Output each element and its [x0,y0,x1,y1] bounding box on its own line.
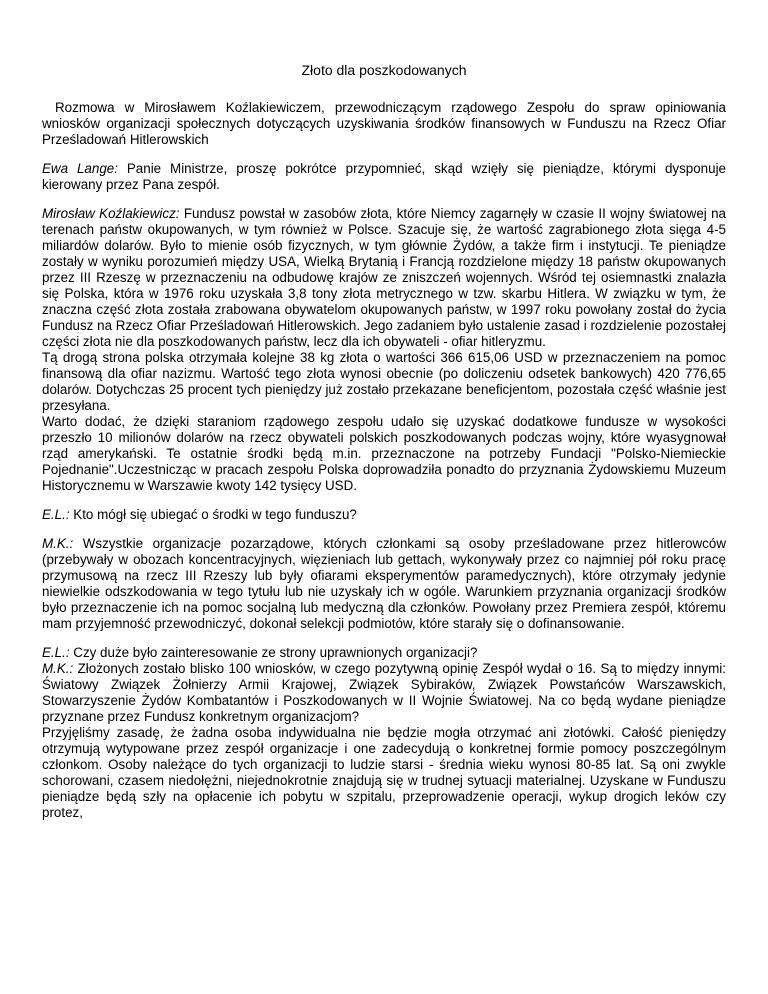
speaker-label: M.K.: [42,536,74,551]
question-paragraph [42,645,726,661]
answer-continuation-paragraph: Tą drogą strona polska otrzymała kolejne 38 kg złota o wartości 366 615,06 USD w przeznaczeniem na pomoc finansową dla ofiar nazizmu. Wartość tego złota wynosi obecnie (po doliczeniu odsetek bankowych) 420 776,65 dolarów. Dotychczas 25 procent tych pieniędzy już zostało przekazane beneficjentom, pozostała część właśnie jest przesyłana. [42,350,726,413]
paragraph-text: Fundusz powstał w zasobów złota, które Niemcy zagarnęły w czasie II wojny światowej na terenach państw okupowanych, w tym również w Polsce. Szacuje się, że wartość zagrabionego złota sięga 4-5 miliardów dolarów. Było to mienie osób fizycznych, w tym głównie Żydów, a także firm i instytucji. Te pieniądze zostały w wyniku porozumień między USA, Wielką Brytanią i Francją rozdzielone między 18 państw okupowanych przez III Rzeszę w przeznaczeniu na odbudowę krajów ze zniszczeń wojennych. Wśród tej osiemnastki znalazła się Polska, która w 1976 roku uzyskała 3,8 tony złota metrycznego w tzw. skarbu Hitlera. W związku w tym, że znaczna część złota została zrabowana obywatelom okupowanych państw, w 1997 roku powołany został do życia Fundusz na Rzecz Ofiar Prześladowań Hitlerowskich. Jego zadaniem było ustalenie zasad i rozdzielenie pozostałej części złota nie dla poszkodowanych państw, lecz dla ich obywateli - ofiar hitleryzmu. [42,206,726,349]
answer-paragraph [42,661,726,725]
answer-continuation-paragraph: Warto dodać, że dzięki staraniom rządowego zespołu udało się uzyskać dodatkowe fundusze w wysokości przeszło 10 milionów dolarów na rzecz obywateli polskich poszkodowanych podczas wojny, które wyasygnował rząd amerykański. Te ostatnie środki będą m.in. przeznaczone na potrzeby Fundacji "Polsko-Niemieckie Pojednanie".Uczestnicząc w pracach zespołu Polska doprowadziła ponadto do przyznania Żydowskiemu Muzeum Historycznemu w Warszawie kwoty 142 tysięcy USD. [42,414,726,493]
intro-paragraph: Rozmowa w Mirosławem Koźlakiewiczem, przewodniczącym rządowego Zespołu do spraw opiniowania wniosków organizacji społecznych dotyczących uzyskiwania środków finansowych w Funduszu na Rzecz Ofiar Prześladowań Hitlerowskich [42,100,726,147]
answer-paragraph [42,206,726,350]
answer-paragraph [42,536,726,632]
speaker-label: Mirosław Koźlakiewicz: [42,206,180,221]
speaker-label: E.L.: [42,645,70,660]
document-title: Złoto dla poszkodowanych [301,62,467,78]
document-page [42,62,726,821]
question-paragraph [42,161,726,193]
paragraph-text: Panie Ministrze, proszę pokrótce przypomnieć, skąd wzięły się pieniądze, którymi dysponuje kierowany przez Pana zespół. [42,161,726,192]
speaker-label: M.K.: [42,661,74,676]
paragraph-text: Wszystkie organizacje pozarządowe, których członkami są osoby prześladowane przez hitlerowców (przebywały w obozach koncentracyjnych, więzieniach lub gettach, wykonywały przez co najmniej pół roku pracę przymusową na rzecz III Rzeszy lub były ofiarami eksperymentów paramedycznych), które otrzymały jedynie niewielkie odszkodowania w tego tytułu lub nie uzyskały ich w ogóle. Warunkiem przyznania organizacji środków było przeznaczenie ich na pomoc socjalną lub medyczną dla członków. Powołany przez Premiera zespół, któremu mam przyjemność przewodniczyć, dokonał selekcji podmiotów, które starały się o dofinansowanie. [42,536,726,631]
paragraph-text: Czy duże było zainteresowanie ze strony uprawnionych organizacji? [69,645,478,660]
speaker-label: E.L.: [42,507,70,522]
paragraph-text: Kto mógł się ubiegać o środki w tego funduszu? [69,507,357,522]
speaker-label: Ewa Lange: [42,161,118,176]
answer-continuation-paragraph: Przyjęliśmy zasadę, że żadna osoba indywidualna nie będzie mogła otrzymać ani złotówki. Całość pieniędzy otrzymują wytypowane przez zespół organizacje i one zadecydują o konkretnej formie pomocy poszczególnym członkom. Osoby należące do tych organizacji to ludzie starsi - średnia wieku wynosi 80-85 lat. Są oni zwykle schorowani, czasem niedołężni, niejednokrotnie znajdują się w trudnej sytuacji materialnej. Uzyskane w Funduszu pieniądze będą szły na opłacenie ich pobytu w szpitalu, przeprowadzenie operacji, wykup drogich leków czy protez, [42,725,726,820]
question-paragraph [42,507,726,523]
paragraph-text: Złożonych zostało blisko 100 wniosków, w czego pozytywną opinię Zespół wydał o 16. Są to między innymi: Światowy Związek Żołnierzy Armii Krajowej, Związek Sybiraków, Związek Powstańców Warszawskich, Stowarzyszenie Żydów Kombatantów i Poszkodowanych w II Wojnie Światowej. Na co będą wydane pieniądze przyznane przez Fundusz konkretnym organizacjom? [42,661,726,724]
